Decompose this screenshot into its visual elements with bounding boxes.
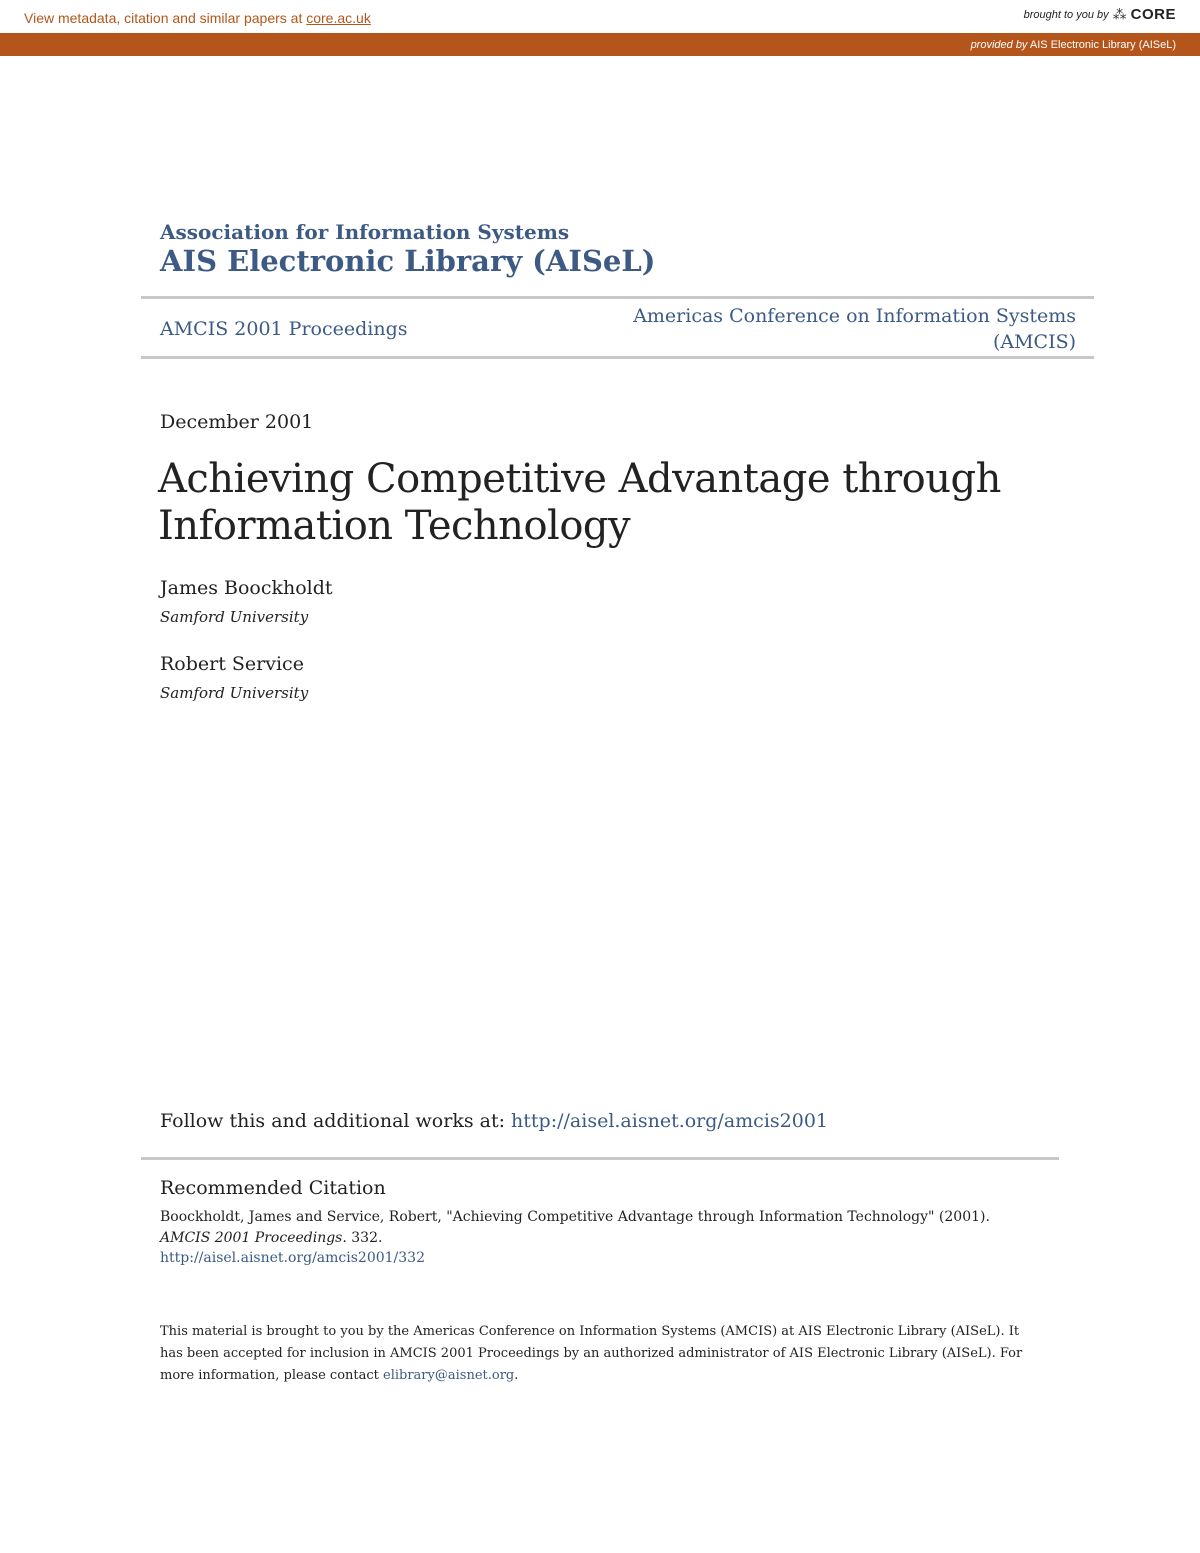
proceedings-link[interactable]: AMCIS 2001 Proceedings (160, 318, 408, 340)
citation-venue: AMCIS 2001 Proceedings (160, 1230, 343, 1246)
paper-title-line-2: Information Technology (158, 503, 631, 549)
citation-rule (141, 1157, 1059, 1160)
library-name[interactable]: AIS Electronic Library (AISeL) (160, 244, 656, 278)
header-top-rule (141, 296, 1094, 299)
author-name: James Boockholdt (160, 577, 333, 599)
publication-date: December 2001 (160, 411, 314, 433)
core-metadata-label: View metadata, citation and similar papers at (24, 10, 307, 26)
author-affiliation: Samford University (160, 608, 309, 626)
core-link[interactable]: core.ac.uk (306, 10, 371, 26)
follow-label: Follow this and additional works at: (160, 1110, 512, 1132)
core-logo-icon: ⁂ (1112, 6, 1127, 22)
citation-number: . 332. (342, 1230, 383, 1246)
author-affiliation: Samford University (160, 684, 309, 702)
paper-title-line-1: Achieving Competitive Advantage through (158, 456, 1001, 502)
contact-email-link[interactable]: elibrary@aisnet.org (383, 1368, 515, 1383)
core-provided-text (971, 39, 1176, 51)
citation-text (160, 1207, 1040, 1249)
header-bottom-rule (141, 356, 1094, 359)
paper-title (158, 456, 1058, 550)
association-name[interactable]: Association for Information Systems (160, 220, 570, 244)
citation-heading: Recommended Citation (160, 1177, 386, 1199)
footer-text: This material is brought to you by the Americas Conference on Information Systems (AMCIS) at AIS Electronic Library (AISeL). It has been accepted for inclusion in AMCIS 2001 Proceedings by an authorized administrator of AIS Electronic Library (AISeL). For more information, please contact (160, 1324, 1023, 1383)
footer-end: . (514, 1368, 519, 1383)
citation-link[interactable]: http://aisel.aisnet.org/amcis2001/332 (160, 1250, 425, 1266)
core-brand[interactable] (1024, 6, 1176, 23)
follow-link[interactable]: http://aisel.aisnet.org/amcis2001 (511, 1110, 828, 1132)
footer-notice (160, 1321, 1040, 1387)
core-provided-label: provided by (970, 39, 1028, 51)
core-brought-label: brought to you by (1023, 8, 1109, 21)
follow-line (160, 1110, 828, 1132)
conference-line-1: Americas Conference on Information Systems (633, 305, 1076, 327)
conference-line-2: (AMCIS) (992, 331, 1076, 353)
conference-link[interactable] (633, 303, 1076, 355)
core-banner (0, 0, 1200, 33)
core-provided-bar (0, 33, 1200, 56)
core-logo-text: CORE (1130, 6, 1176, 23)
core-provided-source: AIS Electronic Library (AISeL) (1027, 39, 1176, 51)
citation-body: Boockholdt, James and Service, Robert, "Achieving Competitive Advantage through Information Technology" (2001). (160, 1209, 990, 1225)
core-metadata-text (24, 10, 371, 26)
author-name: Robert Service (160, 653, 304, 675)
